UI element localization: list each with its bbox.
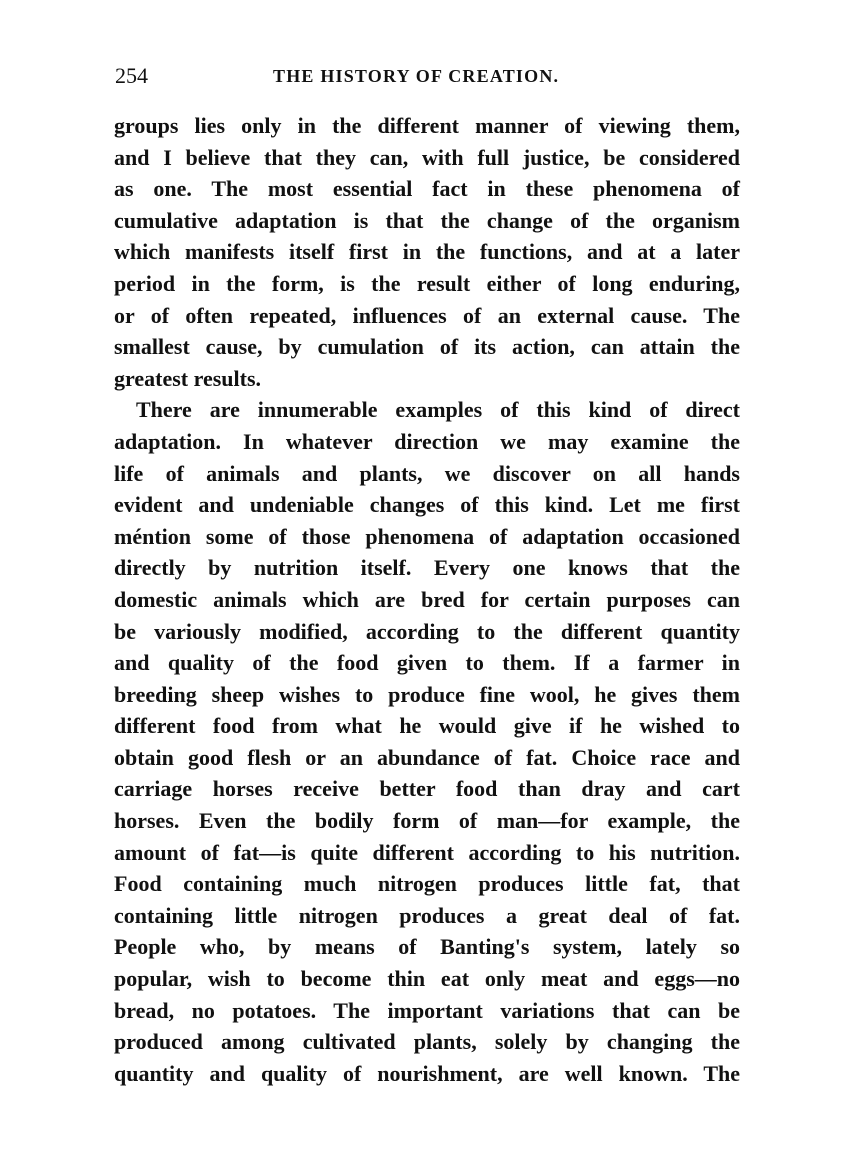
text-line: obtain good flesh or an abundance of fat. Choice race and [114,744,740,770]
text-line: as one. The most essential fact in these phenomena of [114,176,740,202]
text-line: quantity and quality of nourishment, are well known. The [114,1060,740,1086]
text-line: carriage horses receive better food than dray and cart [114,776,740,802]
text-line: groups lies only in the different manner of viewing them, [114,113,740,138]
text-line: breeding sheep wishes to produce fine wool, he gives them [114,681,740,707]
text-line: domestic animals which are bred for certain purposes can [114,586,740,612]
text-line: containing little nitrogen produces a great deal of fat. [114,902,740,928]
text-line: directly by nutrition itself. Every one knows that the [114,555,740,581]
text-line: or of often repeated, influences of an external cause. The [114,302,740,328]
text-line: smallest cause, by cumulation of its action, can attain the [114,334,740,360]
running-head [115,62,740,90]
text-line: greatest results. [114,365,262,391]
text-line: evident and undeniable changes of this kind. Let me first [114,492,740,518]
text-line: There are innumerable examples of this kind of direct [136,397,740,423]
text-line: bread, no potatoes. The important variations that can be [114,997,740,1023]
text-line: and quality of the food given to them. If a farmer in [114,650,740,676]
text-line: Food containing much nitrogen produces little fat, that [114,871,740,897]
body-text [114,110,740,1089]
text-line: different food from what he would give if he wished to [114,713,740,739]
text-line: be variously modified, according to the different quantity [114,618,740,644]
text-line: popular, wish to become thin eat only meat and eggs—no [114,966,740,992]
text-line: People who, by means of Banting's system, lately so [114,934,740,960]
text-line: adaptation. In whatever direction we may examine the [114,428,740,454]
text-line: period in the form, is the result either of long enduring, [114,270,740,296]
text-line: amount of fat—is quite different according to his nutrition. [114,839,740,865]
page-number: 254 [115,63,148,88]
text-line: produced among cultivated plants, solely by changing the [114,1029,740,1055]
text-line: horses. Even the bodily form of man—for example, the [114,808,740,834]
text-line: life of animals and plants, we discover on all hands [114,460,740,486]
text-line: and I believe that they can, with full justice, be considered [114,144,740,170]
running-title: THE HISTORY OF CREATION. [273,66,560,86]
text-line: which manifests itself first in the functions, and at a later [114,239,740,265]
text-line: méntion some of those phenomena of adaptation occasioned [114,523,740,549]
text-line: cumulative adaptation is that the change of the organism [114,207,740,233]
